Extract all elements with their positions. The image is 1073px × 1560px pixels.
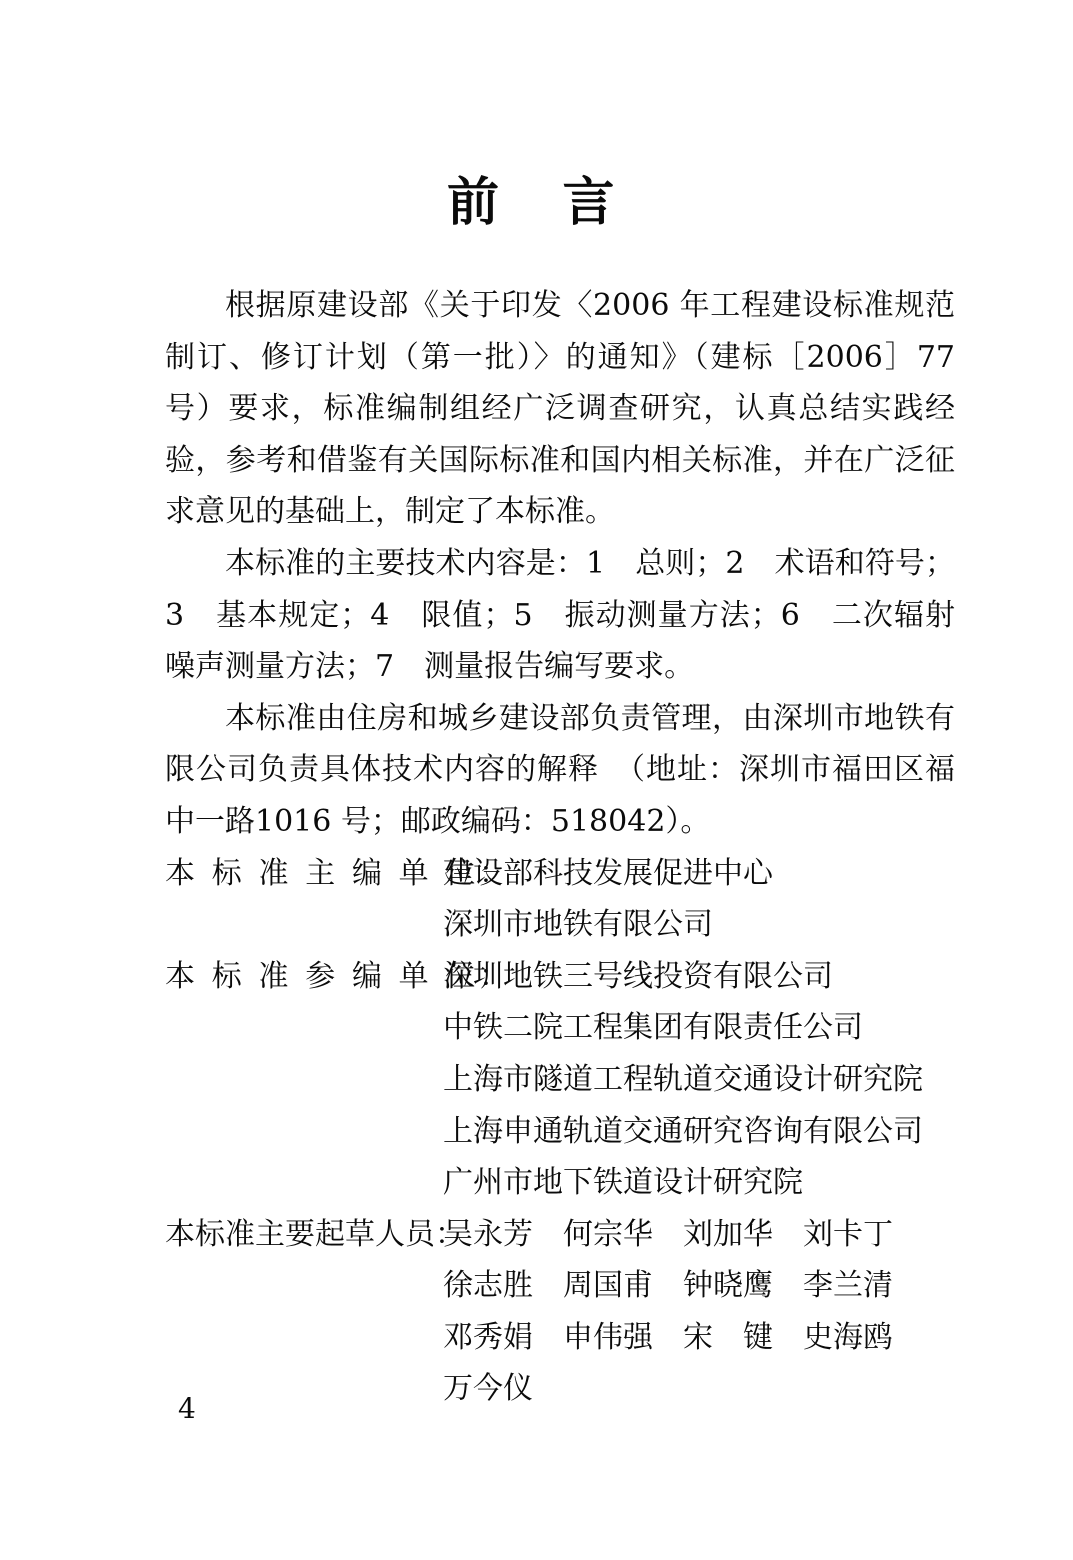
entry-indent	[165, 1054, 443, 1106]
entry-value: 中铁二院工程集团有限责任公司	[443, 1010, 863, 1046]
paragraph-2: 本标准的主要技术内容是：1 总则；2 术语和符号；3 基本规定；4 限值；5 振动测量方法；6 二次辐射噪声测量方法；7 测量报告编写要求。	[165, 545, 955, 685]
entry-participating-units-line2	[165, 1002, 955, 1054]
entry-label: 本 标 准 主 编 单 位：	[165, 855, 513, 891]
page-number: 4	[178, 1392, 196, 1425]
entry-indent	[165, 1106, 443, 1158]
entry-label: 本标准主要起草人员：	[165, 1216, 465, 1252]
entry-value: 建设部科技发展促进中心	[443, 855, 773, 891]
entry-participating-units-line5	[165, 1157, 955, 1209]
entry-indent	[165, 899, 443, 951]
entry-chief-editor-unit-line2	[165, 899, 955, 951]
entry-participating-units	[165, 951, 955, 1003]
title-char-1: 前	[447, 172, 511, 233]
paragraph-3: 本标准由住房和城乡建设部负责管理，由深圳市地铁有限公司负责具体技术内容的解释 （地址：深圳市福田区福中一路1016 号；邮政编码：518042）。	[165, 700, 955, 839]
entry-main-drafters	[165, 1209, 955, 1261]
document-body	[165, 280, 955, 1415]
entry-value: 广州市地下铁道设计研究院	[443, 1165, 803, 1201]
entry-value: 上海市隧道工程轨道交通设计研究院	[443, 1061, 923, 1097]
entry-value: 吴永芳 何宗华 刘加华 刘卡丁	[443, 1216, 893, 1252]
entry-main-drafters-line4	[165, 1363, 955, 1415]
entry-chief-editor-unit	[165, 848, 955, 900]
entry-value: 深圳地铁三号线投资有限公司	[443, 958, 833, 994]
entry-indent	[165, 1363, 443, 1415]
entry-participating-units-line3	[165, 1054, 955, 1106]
entry-value: 徐志胜 周国甫 钟晓鹰 李兰清	[443, 1268, 893, 1304]
entry-value: 深圳市地铁有限公司	[443, 907, 713, 943]
entry-main-drafters-line3	[165, 1312, 955, 1364]
entry-indent	[165, 1312, 443, 1364]
entry-value: 邓秀娟 申伟强 宋 键 史海鸥	[443, 1319, 893, 1355]
entry-indent	[165, 1260, 443, 1312]
entry-main-drafters-line2	[165, 1260, 955, 1312]
entry-indent	[165, 1002, 443, 1054]
paragraph-1: 根据原建设部《关于印发〈2006 年工程建设标准规范制订、修订计划（第一批）〉的通知》（建标［2006］77 号）要求，标准编制组经广泛调查研究，认真总结实践经验，参考和借鉴有关国际标准和国内相关标准，并在广泛征求意见的基础上，制定了本标准。	[165, 288, 955, 530]
entry-indent	[165, 1157, 443, 1209]
title-char-2: 言	[562, 172, 626, 233]
entry-participating-units-line4	[165, 1106, 955, 1158]
entry-value: 万今仪	[443, 1371, 533, 1407]
entry-value: 上海申通轨道交通研究咨询有限公司	[443, 1113, 923, 1149]
page-title	[0, 160, 1073, 235]
entry-label: 本 标 准 参 编 单 位：	[165, 958, 513, 994]
